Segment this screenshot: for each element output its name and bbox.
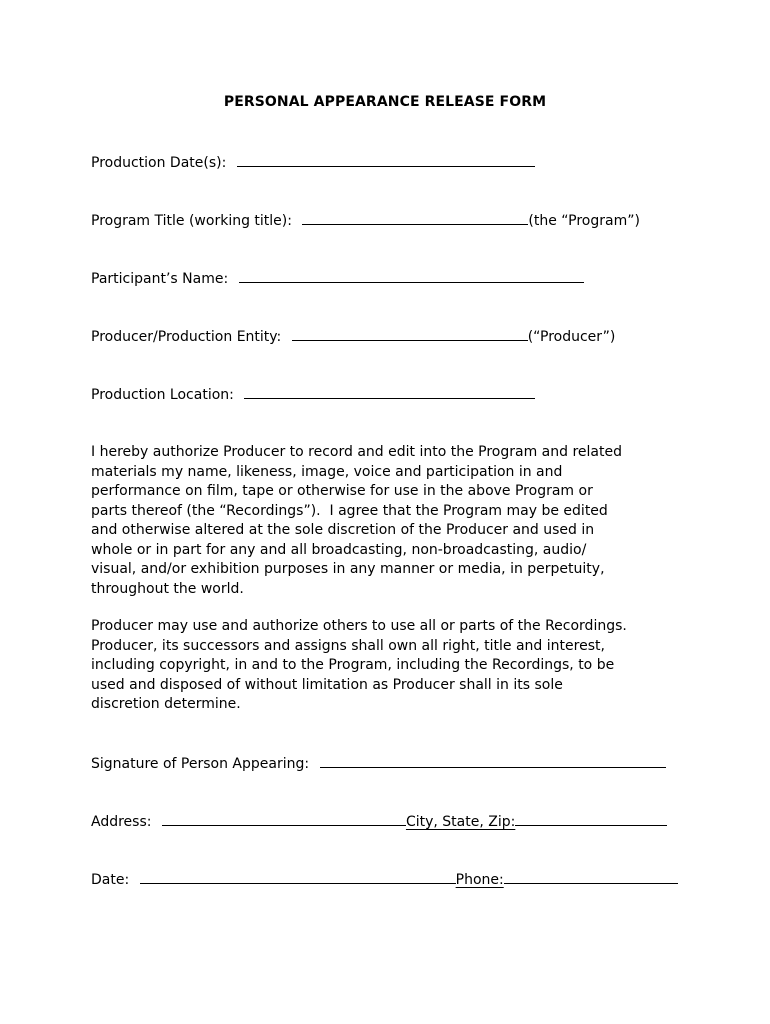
paragraph-line: and otherwise altered at the sole discretion of the Producer and used in: [91, 522, 595, 538]
program-title-label: Program Title (working title):: [91, 213, 292, 229]
date-label: Date:: [91, 872, 130, 888]
phone-field[interactable]: [504, 869, 678, 884]
production-location-row: [91, 384, 535, 404]
paragraph-line: visual, and/or exhibition purposes in any manner or media, in perpetuity,: [91, 561, 605, 577]
signature-field[interactable]: [320, 753, 666, 768]
paragraph-line: used and disposed of without limitation as Producer shall in its sole: [91, 676, 563, 693]
paragraph-line: parts thereof (the “Recordings”). I agree that the Program may be edited: [91, 502, 608, 519]
date-field[interactable]: [140, 869, 456, 884]
producer-entity-label: Producer/Production Entity:: [91, 329, 282, 345]
program-title-row: [91, 210, 640, 230]
production-location-label: Production Location:: [91, 387, 234, 403]
production-dates-label: Production Date(s):: [91, 155, 227, 171]
participant-name-row: [91, 268, 584, 288]
production-dates-row: [91, 152, 535, 172]
date-row: [91, 869, 678, 889]
program-title-field[interactable]: [302, 210, 528, 225]
paragraph-line: discretion determine.: [91, 696, 241, 712]
production-dates-field[interactable]: [237, 152, 535, 167]
program-title-suffix: (the “Program”): [528, 213, 640, 229]
paragraph-line: Producer may use and authorize others to use all or parts of the Recordings.: [91, 618, 627, 634]
address-field[interactable]: [162, 811, 406, 826]
producer-entity-row: [91, 326, 615, 346]
form-title: PERSONAL APPEARANCE RELEASE FORM: [223, 94, 547, 110]
ownership-paragraph: [91, 617, 681, 715]
paragraph-line: materials my name, likeness, image, voice and participation in and: [91, 463, 563, 480]
participant-name-label: Participant’s Name:: [91, 271, 229, 287]
authorization-paragraph: [91, 443, 681, 599]
paragraph-line: performance on film, tape or otherwise for use in the above Program or: [91, 483, 593, 499]
signature-label: Signature of Person Appearing:: [91, 756, 310, 772]
production-location-field[interactable]: [244, 384, 535, 399]
paragraph-line: including copyright, in and to the Program, including the Recordings, to be: [91, 657, 615, 673]
participant-name-field[interactable]: [239, 268, 584, 283]
producer-entity-field[interactable]: [292, 326, 528, 341]
paragraph-line: I hereby authorize Producer to record and edit into the Program and related: [91, 444, 622, 460]
signature-row: [91, 753, 666, 773]
phone-label: Phone:: [455, 872, 504, 888]
paragraph-line: throughout the world.: [91, 580, 244, 597]
address-row: [91, 811, 667, 831]
city-state-zip-field[interactable]: [515, 811, 667, 826]
city-state-zip-label: City, State, Zip:: [405, 814, 516, 830]
producer-entity-suffix: (“Producer”): [527, 329, 616, 345]
paragraph-line: Producer, its successors and assigns shall own all right, title and interest,: [91, 637, 605, 654]
paragraph-line: whole or in part for any and all broadcasting, non-broadcasting, audio/: [91, 541, 587, 558]
address-label: Address:: [91, 814, 152, 830]
